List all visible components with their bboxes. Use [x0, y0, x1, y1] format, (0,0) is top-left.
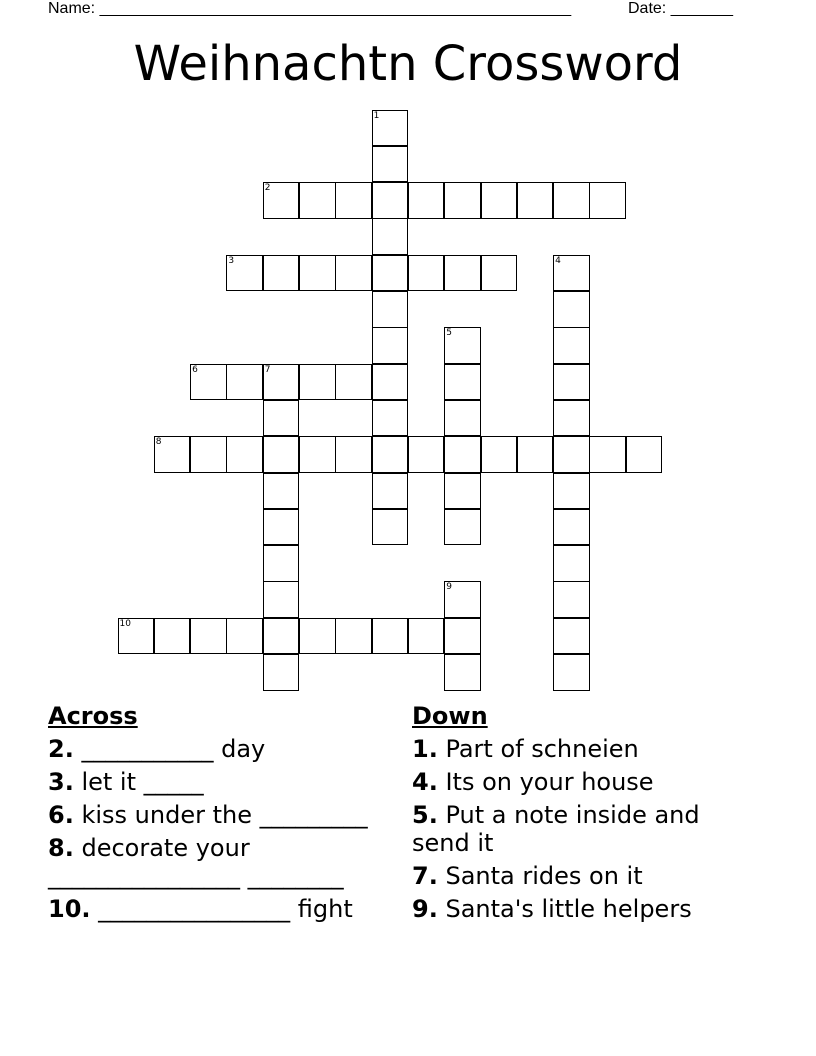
cell-number: 5	[446, 328, 452, 339]
grid-cell[interactable]	[372, 291, 409, 328]
clue-down-1	[412, 735, 742, 763]
grid-cell[interactable]	[444, 618, 481, 655]
clue-number: 2.	[48, 735, 74, 763]
grid-cell[interactable]	[444, 182, 481, 219]
clue-number: 7.	[412, 862, 438, 890]
grid-cell[interactable]	[444, 436, 481, 473]
grid-cell[interactable]	[190, 436, 227, 473]
grid-cell[interactable]	[444, 473, 481, 510]
cell-number: 1	[373, 110, 380, 121]
grid-cell[interactable]	[408, 255, 445, 292]
grid-cell[interactable]	[626, 436, 663, 473]
clue-down-4	[412, 768, 742, 796]
grid-cell[interactable]	[372, 255, 409, 292]
grid-cell[interactable]	[553, 581, 590, 618]
grid-cell[interactable]	[263, 473, 300, 510]
grid-cell[interactable]	[517, 182, 554, 219]
grid-cell[interactable]	[553, 618, 590, 655]
grid-cell[interactable]	[553, 255, 590, 292]
clue-number: 4.	[412, 768, 438, 796]
grid-cell[interactable]	[372, 473, 409, 510]
cell-number: 3	[228, 255, 235, 266]
date-line: Date: _______	[628, 0, 733, 17]
grid-cell[interactable]	[190, 618, 227, 655]
page-title: Weihnachtn Crossword	[133, 36, 683, 92]
grid-cell[interactable]	[589, 182, 626, 219]
grid-cell[interactable]	[372, 509, 409, 546]
grid-cell[interactable]	[553, 400, 590, 437]
grid-cell[interactable]	[226, 255, 263, 292]
clue-text: kiss under the _________	[73, 801, 368, 829]
grid-cell[interactable]	[553, 364, 590, 401]
grid-cell[interactable]	[517, 436, 554, 473]
grid-cell[interactable]	[372, 218, 409, 255]
grid-cell[interactable]	[335, 255, 372, 292]
grid-cell[interactable]	[481, 436, 518, 473]
grid-cell[interactable]	[263, 436, 300, 473]
grid-cell[interactable]	[263, 182, 300, 219]
clue-text: let it _____	[73, 768, 204, 796]
grid-cell[interactable]	[335, 436, 372, 473]
clue-across-2	[48, 735, 398, 763]
grid-cell[interactable]	[299, 255, 336, 292]
grid-cell[interactable]	[408, 182, 445, 219]
clue-number: 3.	[48, 768, 74, 796]
grid-cell[interactable]	[190, 364, 227, 401]
cell-number: 9	[446, 582, 452, 593]
grid-cell[interactable]	[299, 364, 336, 401]
clue-text: ___________ day	[73, 735, 266, 763]
clue-text: Santa rides on it	[437, 862, 643, 890]
grid-cell[interactable]	[118, 618, 155, 655]
grid-cell[interactable]	[263, 255, 300, 292]
grid-cell[interactable]	[299, 182, 336, 219]
grid-cell[interactable]	[444, 255, 481, 292]
grid-cell[interactable]	[154, 618, 191, 655]
clue-number: 6.	[48, 801, 74, 829]
grid-cell[interactable]	[481, 255, 518, 292]
grid-cell[interactable]	[263, 545, 300, 582]
grid-cell[interactable]	[154, 436, 191, 473]
grid-cell[interactable]	[553, 291, 590, 328]
grid-cell[interactable]	[372, 182, 409, 219]
cell-number: 4	[555, 255, 561, 266]
grid-cell[interactable]	[372, 436, 409, 473]
grid-cell[interactable]	[263, 581, 300, 618]
clue-number: 10.	[48, 895, 91, 923]
cell-number: 7	[264, 364, 271, 375]
across-clues	[48, 702, 398, 928]
grid-cell[interactable]	[408, 436, 445, 473]
clue-number: 8.	[48, 834, 74, 862]
grid-cell[interactable]	[372, 146, 409, 183]
grid-cell[interactable]	[444, 581, 481, 618]
cell-number: 2	[264, 183, 271, 194]
grid-cell[interactable]	[444, 400, 481, 437]
down-clues	[412, 702, 742, 928]
clue-number: 9.	[412, 895, 438, 923]
name-line: Name: _____________________________________________________	[48, 0, 572, 17]
grid-cell[interactable]	[589, 436, 626, 473]
grid-cell[interactable]	[263, 509, 300, 546]
grid-cell[interactable]	[444, 327, 481, 364]
cell-number: 10	[119, 618, 131, 629]
grid-cell[interactable]	[335, 618, 372, 655]
grid-cell[interactable]	[553, 509, 590, 546]
grid-cell[interactable]	[372, 327, 409, 364]
grid-cell[interactable]	[408, 618, 445, 655]
clue-text: Part of schneien	[437, 735, 639, 763]
grid-cell[interactable]	[444, 509, 481, 546]
clue-number: 1.	[412, 735, 438, 763]
grid-cell[interactable]	[553, 182, 590, 219]
grid-cell[interactable]	[335, 364, 372, 401]
grid-cell[interactable]	[299, 436, 336, 473]
clue-number: 5.	[412, 801, 438, 829]
grid-cell[interactable]	[444, 654, 481, 691]
grid-cell[interactable]	[372, 364, 409, 401]
clue-text: Its on your house	[437, 768, 654, 796]
grid-cell[interactable]	[553, 545, 590, 582]
grid-cell[interactable]	[444, 364, 481, 401]
clue-text: Santa's little helpers	[437, 895, 692, 923]
clue-text: Put a note inside and send it	[412, 801, 700, 857]
clue-across-10	[48, 895, 398, 923]
cell-number: 8	[155, 437, 162, 448]
cell-number: 6	[192, 364, 198, 375]
grid-cell[interactable]	[263, 618, 300, 655]
grid-cell[interactable]	[553, 436, 590, 473]
grid-cell[interactable]	[372, 618, 409, 655]
clue-down-5	[412, 801, 742, 857]
clue-down-7	[412, 862, 742, 890]
grid-cell[interactable]	[335, 182, 372, 219]
grid-cell[interactable]	[372, 400, 409, 437]
grid-cell[interactable]	[299, 618, 336, 655]
clue-text: decorate your ________________ ________	[48, 834, 344, 890]
grid-cell[interactable]	[553, 473, 590, 510]
grid-cell[interactable]	[263, 400, 300, 437]
clue-down-9	[412, 895, 742, 923]
down-heading: Down	[412, 702, 488, 730]
clue-across-8	[48, 834, 398, 890]
grid-cell[interactable]	[226, 364, 263, 401]
grid-cell[interactable]	[372, 110, 409, 147]
across-heading: Across	[48, 702, 138, 730]
grid-cell[interactable]	[481, 182, 518, 219]
grid-cell[interactable]	[553, 654, 590, 691]
grid-cell[interactable]	[263, 654, 300, 691]
grid-cell[interactable]	[263, 364, 300, 401]
clue-across-6	[48, 801, 398, 829]
clue-across-3	[48, 768, 398, 796]
grid-cell[interactable]	[226, 436, 263, 473]
grid-cell[interactable]	[226, 618, 263, 655]
clue-text: ________________ fight	[90, 895, 353, 923]
grid-cell[interactable]	[553, 327, 590, 364]
